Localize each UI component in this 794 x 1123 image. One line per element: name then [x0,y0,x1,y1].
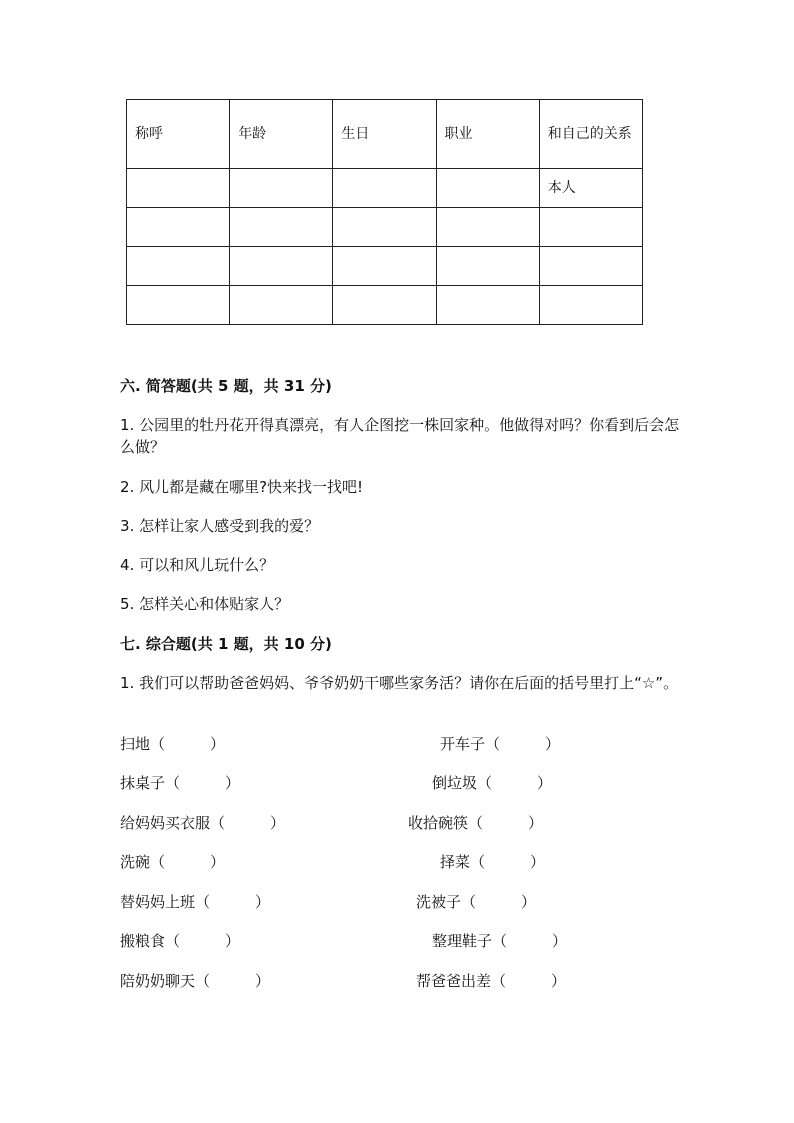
chore-option[interactable]: 搬粮食（ ） [120,932,241,950]
table-cell[interactable] [539,208,642,247]
chore-option[interactable]: 整理鞋子（ ） [432,932,568,950]
table-cell[interactable] [230,169,333,208]
header-cell-age: 年龄 [230,100,333,169]
question-6-3: 3. 怎样让家人感受到我的爱？ [120,517,320,535]
table-cell[interactable] [230,286,333,325]
chore-option[interactable]: 替妈妈上班（ ） [120,893,271,911]
table-cell[interactable] [333,247,436,286]
table-header-row [127,100,643,169]
chore-option[interactable]: 陪奶奶聊天（ ） [120,972,271,990]
table-cell[interactable] [333,286,436,325]
chore-option[interactable]: 帮爸爸出差（ ） [416,972,567,990]
family-info-table [126,99,643,325]
chore-option[interactable]: 择菜（ ） [440,853,546,871]
header-cell-job: 职业 [436,100,539,169]
question-7-1: 1. 我们可以帮助爸爸妈妈、爷爷奶奶干哪些家务活？请你在后面的括号里打上“☆”。 [120,674,679,692]
header-cell-title: 称呼 [127,100,230,169]
table-cell[interactable] [436,208,539,247]
table-cell[interactable] [127,169,230,208]
question-6-4: 4. 可以和风儿玩什么？ [120,556,275,574]
table-row [127,247,643,286]
table-cell[interactable] [127,286,230,325]
chore-option[interactable]: 开车子（ ） [440,735,561,753]
table-row [127,169,643,208]
table-cell: 本人 [539,169,642,208]
table-cell[interactable] [230,208,333,247]
chore-option[interactable]: 洗碗（ ） [120,853,226,871]
question-6-2: 2. 风儿都是藏在哪里?快来找一找吧! [120,478,364,496]
table-cell[interactable] [333,169,436,208]
table-cell[interactable] [127,247,230,286]
table-cell[interactable] [539,286,642,325]
chore-option[interactable]: 洗被子（ ） [416,893,537,911]
chore-option[interactable]: 抹桌子（ ） [120,774,241,792]
question-6-5: 5. 怎样关心和体贴家人？ [120,595,290,613]
table-row [127,286,643,325]
table-cell[interactable] [127,208,230,247]
table-cell[interactable] [436,286,539,325]
chore-option[interactable]: 扫地（ ） [120,735,226,753]
chore-option[interactable]: 倒垃圾（ ） [432,774,553,792]
question-6-1: 1. 公园里的牡丹花开得真漂亮，有人企图挖一株回家种。他做得对吗？你看到后会怎么做？ [120,416,680,456]
chore-option[interactable]: 收拾碗筷（ ） [408,814,544,832]
section-7-title: 七. 综合题(共 1 题，共 10 分) [120,635,332,653]
table-cell[interactable] [436,169,539,208]
table-cell[interactable] [230,247,333,286]
chore-option[interactable]: 给妈妈买衣服（ ） [120,814,286,832]
table-cell[interactable] [539,247,642,286]
header-cell-birthday: 生日 [333,100,436,169]
section-6-title: 六. 简答题(共 5 题，共 31 分) [120,377,332,395]
header-cell-relation: 和自己的关系 [539,100,642,169]
table-cell[interactable] [333,208,436,247]
table-row [127,208,643,247]
table-cell[interactable] [436,247,539,286]
